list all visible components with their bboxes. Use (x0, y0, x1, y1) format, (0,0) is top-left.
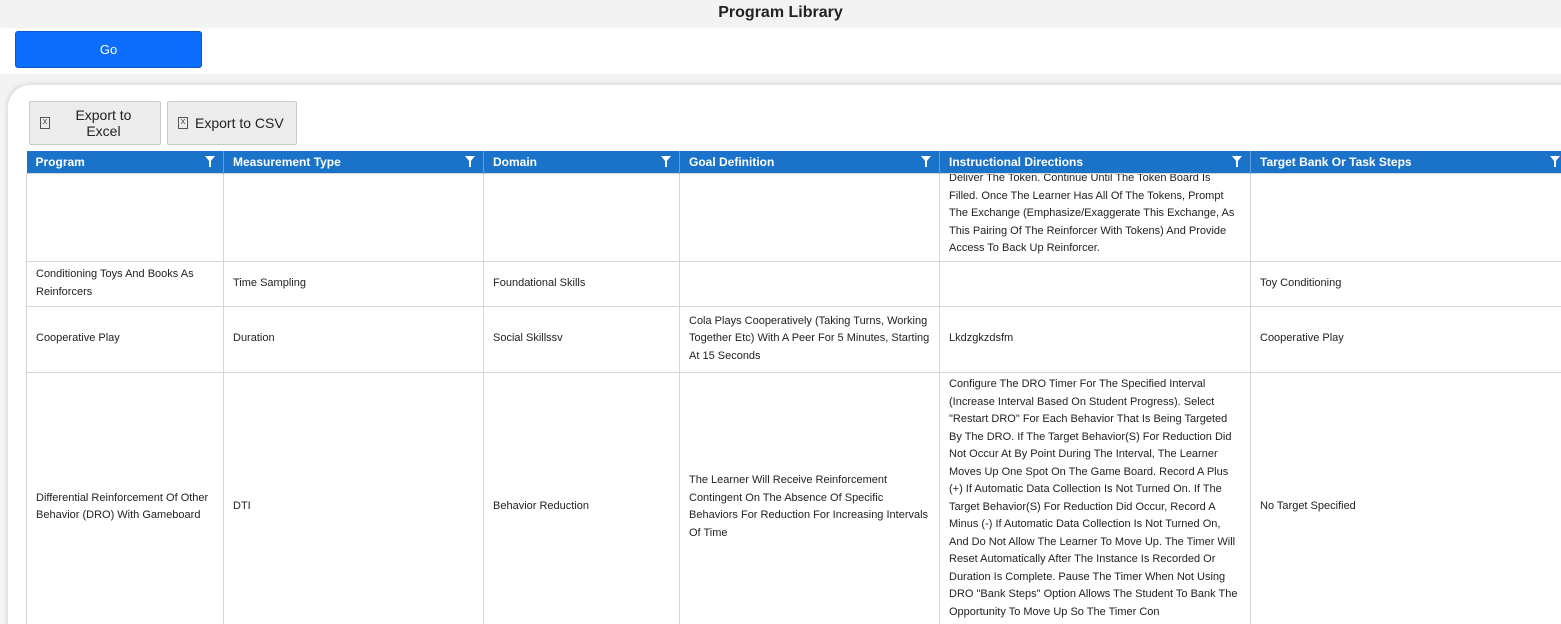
column-header-instructional-directions[interactable] (940, 151, 1251, 173)
table-row[interactable] (27, 173, 1561, 261)
cell-instructional-directions (940, 261, 1251, 306)
csv-file-icon: X (178, 117, 188, 129)
filter-icon[interactable] (205, 156, 215, 162)
cell-goal-definition: The Learner Will Receive Reinforcement Contingent On The Absence Of Specific Behaviors For Reduction For Increasing Intervals Of Time (680, 372, 940, 624)
cell-domain: Social Skillssv (484, 306, 680, 372)
cell-domain: Foundational Skills (484, 261, 680, 306)
column-header-goal-definition[interactable] (680, 151, 940, 173)
cell-measurement-type: DTI (224, 372, 484, 624)
cell-text: Deliver The Token. Continue Until The Token Board Is Filled. Once The Learner Has All Of The Tokens, Prompt The Exchange (Emphasize/Exaggerate This Exchange, As This Pairing Of The Reinforcer With Tokens) And Provide Access To Back Up Reinforcer. (949, 173, 1235, 254)
column-header-target-bank[interactable] (1251, 151, 1561, 173)
table-row[interactable] (27, 306, 1561, 372)
cell-goal-definition (680, 173, 940, 261)
column-header-label: Goal Definition (689, 154, 775, 169)
cell-goal-definition: Cola Plays Cooperatively (Taking Turns, Working Together Etc) With A Peer For 5 Minutes, Starting At 15 Seconds (680, 306, 940, 372)
cell-domain (484, 173, 680, 261)
cell-target-bank (1251, 173, 1561, 261)
filter-icon[interactable] (921, 156, 931, 162)
cell-instructional-directions (940, 173, 1251, 261)
filter-icon[interactable] (661, 156, 671, 162)
column-header-domain[interactable] (484, 151, 680, 173)
column-header-label: Program (35, 154, 85, 169)
cell-text: Configure The DRO Timer For The Specified Interval (Increase Interval Based On Student Progress). Select "Restart DRO" For Each Behavior That Is Being Targeted By The DRO. If The Target Behavior(S) For Reduction Did Not Occur At By Point During The Interval, The Learner Moves Up One Spot On The Game Board. Record A Plus (+) If Automatic Data Collection Is Not Turned On. If The Target Behavior(S) For Reduction Did Occur, Record A Minus (-) If Automatic Data Collection Is Not Turned On, And Do Not Allow The Learner To Move Up. The Timer Will Reset Automatically After The Instance Is Recorded Or Duration Is Complete. Pause The Timer When Not Using DRO "Bank Steps" Option Allows The Student To Bank The Opportunity To Move Up So The Timer Con (949, 378, 1238, 618)
cell-domain: Behavior Reduction (484, 372, 680, 624)
column-header-label: Measurement Type (233, 154, 341, 169)
cell-program: Cooperative Play (27, 306, 224, 372)
program-library-panel (8, 85, 1561, 624)
column-header-label: Target Bank Or Task Steps (1260, 154, 1412, 169)
cell-goal-definition (680, 261, 940, 306)
filter-icon[interactable] (465, 156, 475, 162)
table-header-row (27, 151, 1561, 173)
table-row[interactable] (27, 372, 1561, 624)
cell-target-bank: No Target Specified (1251, 372, 1561, 624)
cell-instructional-directions (940, 372, 1251, 624)
action-bar (0, 28, 1561, 74)
column-header-label: Domain (493, 154, 538, 169)
go-button[interactable]: Go (15, 31, 202, 68)
cell-program: Conditioning Toys And Books As Reinforcers (27, 261, 224, 306)
table-row[interactable] (27, 261, 1561, 306)
filter-icon[interactable] (1550, 156, 1560, 162)
cell-measurement-type: Time Sampling (224, 261, 484, 306)
cell-program (27, 173, 224, 261)
export-csv-button[interactable] (167, 101, 297, 145)
column-header-measurement-type[interactable] (224, 151, 484, 173)
cell-target-bank: Cooperative Play (1251, 306, 1561, 372)
export-excel-button[interactable] (29, 101, 161, 145)
cell-measurement-type (224, 173, 484, 261)
cell-measurement-type: Duration (224, 306, 484, 372)
cell-program: Differential Reinforcement Of Other Behavior (DRO) With Gameboard (27, 372, 224, 624)
column-header-program[interactable] (27, 151, 224, 173)
column-header-label: Instructional Directions (949, 154, 1084, 169)
page-title: Program Library (0, 0, 1561, 28)
filter-icon[interactable] (1232, 156, 1242, 162)
cell-target-bank: Toy Conditioning (1251, 261, 1561, 306)
program-table (26, 151, 1561, 624)
cell-instructional-directions: Lkdzgkzdsfm (940, 306, 1251, 372)
export-excel-label: Export to Excel (75, 107, 132, 139)
export-csv-label: Export to CSV (195, 115, 284, 131)
excel-file-icon: X (40, 117, 50, 129)
